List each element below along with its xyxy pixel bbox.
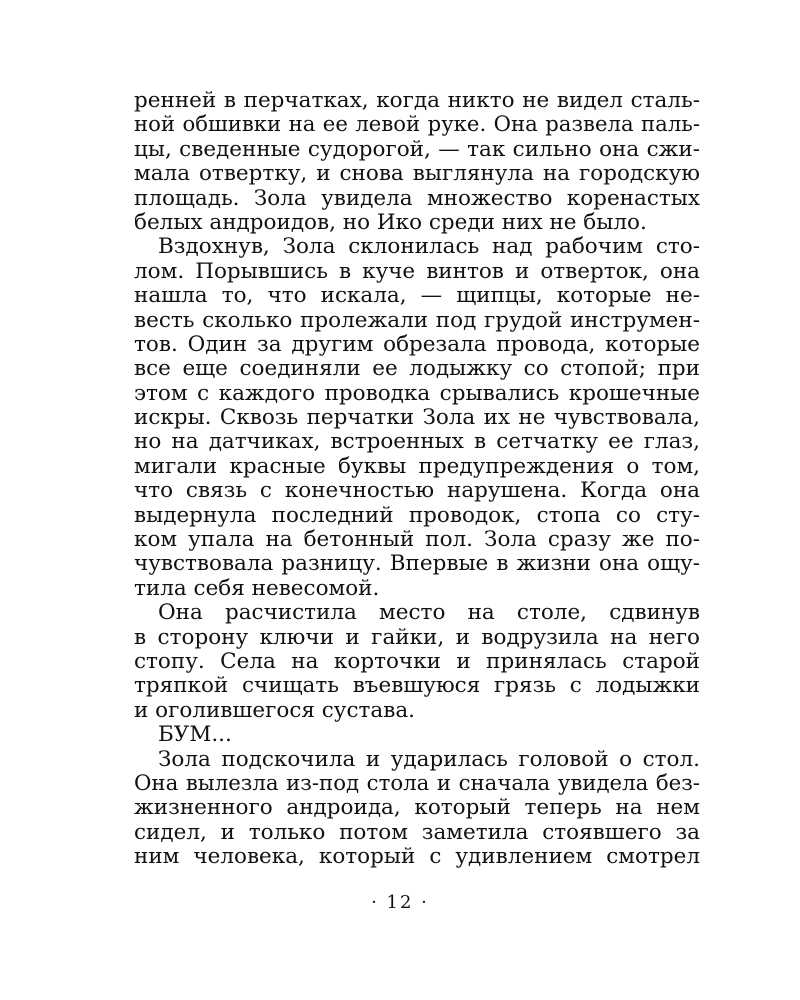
body-text — [134, 89, 700, 870]
text-line: Зола подскочила и ударилась головой о стол. — [158, 746, 700, 772]
text-line: стопу. Села на корточки и принялась старой — [134, 648, 700, 674]
text-line: сидел, и только потом заметила стоявшего за — [134, 819, 700, 845]
text-line: тила себя невесомой. — [134, 575, 380, 601]
text-line: все еще соединяли ее лодыжку со стопой; при — [134, 356, 700, 382]
text-line: цы, сведенные судорогой, — так сильно она сжи- — [134, 136, 700, 162]
text-line: чувствовала разницу. Впервые в жизни она ощу- — [134, 551, 700, 577]
text-line: но на датчиках, встроенных в сетчатку ее глаз, — [134, 429, 700, 455]
text-line: ренней в перчатках, когда никто не видел сталь- — [134, 88, 700, 113]
text-line: мигали красные буквы предупреждения о том, — [134, 453, 700, 479]
text-line: тряпкой счищать въевшуюся грязь с лодыжки — [134, 673, 700, 699]
text-line: белых андроидов, но Ико среди них не было. — [134, 209, 647, 235]
text-line: БУМ... — [158, 722, 232, 748]
text-line: мала отвертку, и снова выглянула на городскую — [134, 161, 700, 187]
text-line: тов. Один за другим обрезала провода, которые — [134, 331, 700, 357]
text-line: в сторону ключи и гайки, и водрузила на него — [134, 624, 700, 650]
text-line: ним человека, который с удивлением смотрел — [134, 844, 700, 870]
text-line: Вздохнув, Зола склонилась над рабочим сто- — [158, 234, 700, 260]
text-line: искры. Сквозь перчатки Зола их не чувствовала, — [134, 405, 700, 431]
text-line: что связь с конечностью нарушена. Когда она — [134, 478, 700, 504]
text-line: площадь. Зола увидела множество коренастых — [134, 185, 700, 211]
text-line: весть сколько пролежали под грудой инструмен- — [134, 307, 700, 333]
text-line: этом с каждого проводка срывались крошечные — [134, 380, 700, 406]
text-line: жизненного андроида, который теперь на нем — [134, 795, 700, 821]
text-line: Она вылезла из-под стола и сначала увидела без- — [134, 770, 700, 796]
text-line: нашла то, что искала, — щипцы, которые не- — [134, 283, 700, 309]
text-line: выдернула последний проводок, стопа со сту- — [134, 502, 700, 528]
text-line: ной обшивки на ее левой руке. Она развела паль- — [134, 112, 700, 138]
text-line: ком упала на бетонный пол. Зола сразу же по- — [134, 527, 700, 553]
page-number: · 12 · — [371, 892, 429, 913]
text-line: Она расчистила место на столе, сдвинув — [158, 600, 700, 626]
text-line: лом. Порывшись в куче винтов и отверток, она — [134, 258, 700, 284]
text-line: и оголившегося сустава. — [134, 697, 415, 723]
